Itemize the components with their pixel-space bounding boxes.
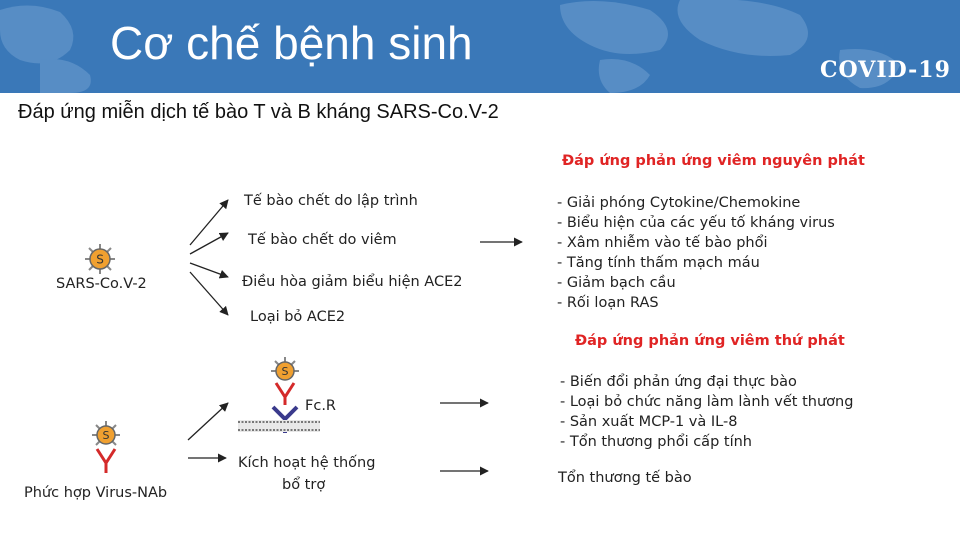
- virus-icon-letter: S: [96, 252, 104, 267]
- list-item: - Giảm bạch cầu: [557, 275, 676, 291]
- header-banner: [0, 0, 960, 93]
- fcr-label: Fc.R: [305, 398, 336, 414]
- primary-response-list: [557, 193, 835, 313]
- arrow-to-pathway-4: [190, 272, 228, 315]
- pathway-ace2-removal: Loại bỏ ACE2: [250, 309, 346, 325]
- pathway-programmed-death: Tế bào chết do lập trình: [244, 193, 418, 209]
- virus-icon: [85, 244, 115, 274]
- pathogenesis-diagram: [0, 135, 960, 540]
- cell-membrane: [238, 420, 320, 432]
- virus-antibody-complex-icon: [92, 421, 120, 473]
- arrow-to-pathway-2: [190, 233, 228, 254]
- secondary-response-list: [560, 372, 853, 452]
- arrow-to-pathway-1: [190, 200, 228, 245]
- list-item: - Xâm nhiễm vào tế bào phổi: [557, 235, 768, 251]
- complex-virus-letter: S: [102, 429, 110, 442]
- complex-label: Phức hợp Virus-NAb: [24, 485, 168, 501]
- list-item: - Tăng tính thấm mạch máu: [557, 255, 760, 271]
- brand-label: COVID-19: [820, 57, 951, 83]
- page-title: Cơ chế bệnh sinh: [110, 17, 473, 69]
- section-subtitle: Đáp ứng miễn dịch tế bào T và B kháng SARS-Co.V-2: [18, 101, 499, 123]
- complement-label-line-2: bổ trợ: [282, 477, 326, 493]
- complement-label-line-1: Kích hoạt hệ thống: [238, 455, 376, 471]
- pathway-inflammatory-death: Tế bào chết do viêm: [248, 232, 397, 248]
- arrow-to-pathway-3: [190, 263, 228, 277]
- fcr-virus-letter: S: [281, 365, 289, 378]
- secondary-response-title: Đáp ứng phản ứng viêm thứ phát: [575, 333, 845, 349]
- list-item: - Biến đổi phản ứng đại thực bào: [560, 374, 797, 390]
- list-item: - Giải phóng Cytokine/Chemokine: [557, 195, 801, 211]
- list-item: - Biểu hiện của các yếu tố kháng virus: [557, 215, 835, 231]
- list-item: - Tổn thương phổi cấp tính: [560, 434, 752, 450]
- list-item: - Sản xuất MCP-1 và IL-8: [560, 414, 738, 430]
- pathway-ace2-downregulation: Điều hòa giảm biểu hiện ACE2: [242, 274, 463, 290]
- primary-response-title: Đáp ứng phản ứng viêm nguyên phát: [562, 153, 865, 169]
- virus-label: SARS-Co.V-2: [56, 276, 147, 292]
- list-item: - Rối loạn RAS: [557, 295, 659, 311]
- cell-damage-label: Tổn thương tế bào: [558, 470, 692, 486]
- list-item: - Loại bỏ chức năng làm lành vết thương: [560, 394, 854, 410]
- arrow-to-fcr: [188, 403, 228, 440]
